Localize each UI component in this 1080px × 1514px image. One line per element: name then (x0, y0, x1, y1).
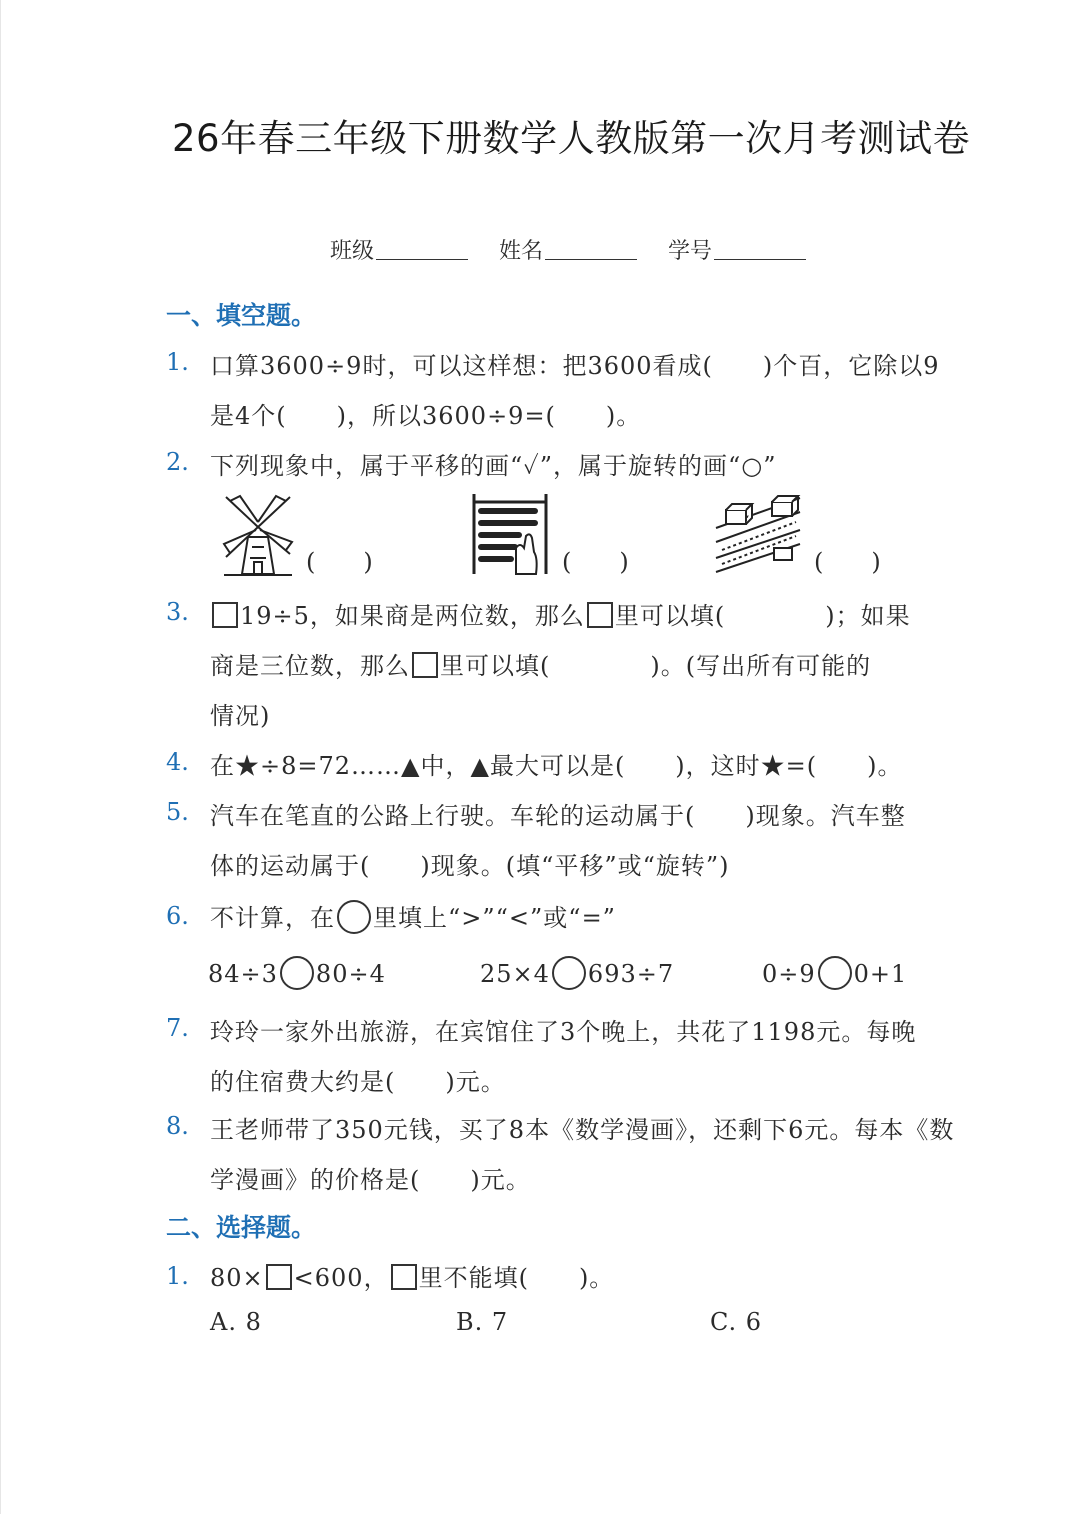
expr-right: 693÷7 (587, 960, 675, 988)
q6-expr-3 (762, 956, 907, 990)
id-label: 学号 (668, 239, 713, 264)
compare-circle[interactable] (337, 900, 371, 934)
q6-text-a: 不计算，在 (210, 904, 335, 932)
id-blank[interactable] (714, 259, 806, 260)
q2-paren-3[interactable]: ( ) (814, 548, 881, 576)
q2-paren-1[interactable]: ( ) (306, 548, 373, 576)
expr-right: 80÷4 (315, 960, 386, 988)
name-label: 姓名 (499, 239, 544, 264)
name-blank[interactable] (545, 259, 637, 260)
s2q1-text-c: 里不能填( )。 (418, 1264, 615, 1292)
s2q1-text-b: <600， (293, 1264, 389, 1292)
page-title: 26年春三年级下册数学人教版第一次月考测试卷 (172, 117, 971, 160)
q4-number: 4. (166, 748, 189, 776)
q6-number: 6. (166, 902, 189, 930)
q8-line1: 王老师带了350元钱，买了8本《数学漫画》，还剩下6元。每本《数 (210, 1116, 955, 1144)
q2-number: 2. (166, 448, 189, 476)
q2-line1: 下列现象中，属于平移的画“✓”，属于旋转的画“○” (210, 452, 777, 480)
q3-text-c: 商是三位数，那么 (210, 652, 410, 680)
compare-circle[interactable] (818, 956, 852, 990)
student-info (330, 234, 830, 265)
compare-circle[interactable] (552, 956, 586, 990)
expr-left: 84÷3 (208, 960, 278, 988)
compare-circle[interactable] (280, 956, 314, 990)
q6-expr-2 (480, 956, 674, 990)
q3-number: 3. (166, 598, 189, 626)
q2-paren-2[interactable]: ( ) (562, 548, 629, 576)
q7-line2: 的住宿费大约是( )元。 (210, 1068, 506, 1096)
q6-expr-1 (208, 956, 386, 990)
q3-line2 (210, 646, 871, 681)
q3-text-d: 里可以填( )。(写出所有可能的 (440, 652, 872, 680)
abacus-icon (468, 492, 552, 576)
q4-line1: 在★÷8=72……▲中，▲最大可以是( )，这时★=( )。 (210, 752, 903, 780)
q7-line1: 玲玲一家外出旅游，在宾馆住了3个晚上，共花了1198元。每晚 (210, 1018, 917, 1046)
q3-line1 (210, 596, 911, 631)
windmill-icon (218, 492, 298, 578)
q5-number: 5. (166, 798, 189, 826)
answer-box[interactable] (391, 1264, 417, 1290)
s2q1-text-a: 80× (210, 1264, 264, 1292)
s2q1-number: 1. (166, 1262, 189, 1290)
conveyor-belt-icon (712, 492, 806, 578)
option-b[interactable]: B. 7 (456, 1308, 509, 1336)
q7-number: 7. (166, 1014, 189, 1042)
option-a[interactable]: A. 8 (210, 1308, 262, 1336)
class-label: 班级 (330, 239, 375, 264)
expr-left: 25×4 (480, 960, 550, 988)
q3-text-b: 里可以填( )；如果 (614, 602, 911, 630)
answer-box[interactable] (212, 602, 238, 628)
q1-line1: 口算3600÷9时，可以这样想：把3600看成( )个百，它除以9 (210, 352, 940, 380)
q3-text-a: 19÷5，如果商是两位数，那么 (240, 602, 585, 630)
q5-line1: 汽车在笔直的公路上行驶。车轮的运动属于( )现象。汽车整 (210, 802, 906, 830)
answer-box[interactable] (587, 602, 613, 628)
q6-line1 (210, 898, 616, 934)
q6-text-b: 里填上“>”“<”或“=” (373, 904, 616, 932)
expr-right: 0+1 (853, 960, 908, 988)
expr-left: 0÷9 (762, 960, 816, 988)
s2q1-line1 (210, 1258, 614, 1293)
answer-box[interactable] (412, 652, 438, 678)
q5-line2: 体的运动属于( )现象。(填“平移”或“旋转”) (210, 852, 730, 880)
class-blank[interactable] (376, 259, 468, 260)
answer-box[interactable] (266, 1264, 292, 1290)
q1-number: 1. (166, 348, 189, 376)
option-c[interactable]: C. 6 (710, 1308, 763, 1336)
section-2-heading: 二、选择题。 (166, 1213, 317, 1242)
q1-line2: 是4个( )，所以3600÷9=( )。 (210, 402, 642, 430)
section-1-heading: 一、填空题。 (166, 301, 317, 330)
q3-line3: 情况) (210, 702, 271, 730)
q8-number: 8. (166, 1112, 189, 1140)
q8-line2: 学漫画》的价格是( )元。 (210, 1166, 531, 1194)
